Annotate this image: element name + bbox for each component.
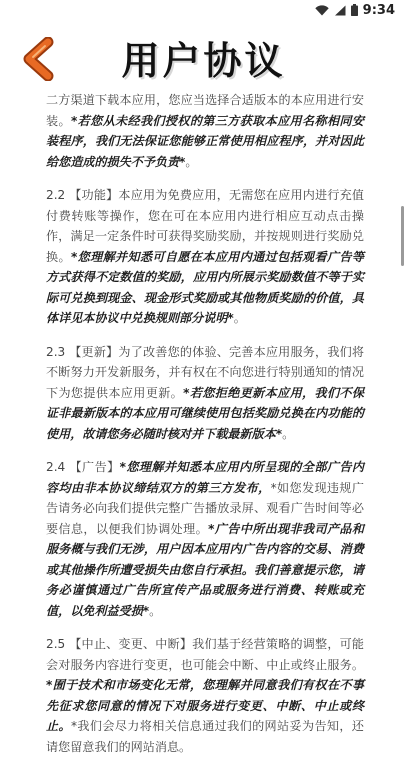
wifi-icon [315, 5, 329, 16]
agreement-paragraph-2-5 [46, 634, 364, 757]
battery-icon [351, 4, 358, 16]
paragraph-text: 2.2 【功能】本应用为免费应用，无需您在应用内进行充值付费转账等操作，您在可在本应用内进行相应互动点击操作，满足一定条件时可获得奖励奖励，并按规则进行奖励兑换。 [46, 188, 364, 264]
status-time: 9:34 [362, 2, 395, 18]
paragraph-text: 2.3 【更新】为了改善您的体验、完善本应用服务，我们将不断努力开发新服务，并有权在不向您进行特别通知的情况下为您提供本应用更新。 [46, 344, 364, 400]
header [0, 22, 407, 98]
paragraph-text: 二方渠道下载本应用，您应当选择合适版本的本应用进行安装。 [46, 93, 364, 128]
page-title: 用户协议 [121, 39, 286, 83]
paragraph-emphasis: *若您从未经我们授权的第三方获取本应用名称相同安装程序，我们无法保证您能够正常使用相应程序，并对因此给您造成的损失不予负责* [46, 113, 364, 169]
signal-icon [334, 5, 346, 16]
agreement-content [46, 93, 365, 770]
paragraph-text: 。 [185, 154, 198, 169]
paragraph-text: 2.4 【广告】 [46, 460, 120, 474]
agreement-paragraph-2-1 [46, 90, 364, 172]
status-bar [0, 0, 407, 20]
paragraph-text: 。 [282, 426, 295, 441]
paragraph-text: 。 [149, 603, 162, 618]
status-icons [315, 3, 395, 18]
paragraph-emphasis: *您理解并知悉本应用内所呈现的全部广告内容均由非本协议缔结双方的第三方发布， [46, 460, 365, 495]
paragraph-text: *如您发现违规广告请务必向我们提供完整广告播放录屏、观看广告时间等必要信息，以便我们协调处理。 [46, 480, 364, 536]
paragraph-emphasis: *若您拒绝更新本应用，我们不保证非最新版本的本应用可继续使用包括奖励兑换在内功能的使用，故请您务必随时核对并下载最新版本* [46, 385, 364, 441]
agreement-paragraph-2-3 [46, 342, 364, 445]
paragraph-text: 2.5 【中止、变更、中断】我们基于经营策略的调整，可能会对服务内容进行变更，也可能会中断、中止或终止服务。 [46, 637, 364, 672]
agreement-paragraph-2-4 [46, 457, 364, 621]
agreement-paragraph-2-2 [46, 185, 364, 329]
paragraph-emphasis: *广告中所出现非我司产品和服务概与我们无涉，用户因本应用内广告内容的交易、消费或其他操作所遭受损失由您自行承担。我们善意提示您，请务必谨慎通过广告所宣传产品或服务进行消费、转账或充值，以免利益受损* [46, 521, 364, 618]
paragraph-emphasis: *您理解并知悉可自愿在本应用内通过包括观看广告等方式获得不定数值的奖励，应用内所展示奖励数值不等于实际可兑换到现金、现金形式奖励或其他物质奖励的价值，具体详见本协议中兑换规则部分说明* [46, 249, 364, 325]
paragraph-text: 。 [233, 311, 246, 325]
paragraph-text: *我们会尽力将相关信息通过我们的网站妥为告知，还请您留意我们的网站消息。 [46, 719, 364, 754]
paragraph-emphasis: *囿于技术和市场变化无常，您理解并同意我们有权在不事先征求您同意的情况下对服务进行变更、中断、中止或终止。 [46, 678, 364, 733]
scrollbar[interactable] [401, 206, 404, 266]
